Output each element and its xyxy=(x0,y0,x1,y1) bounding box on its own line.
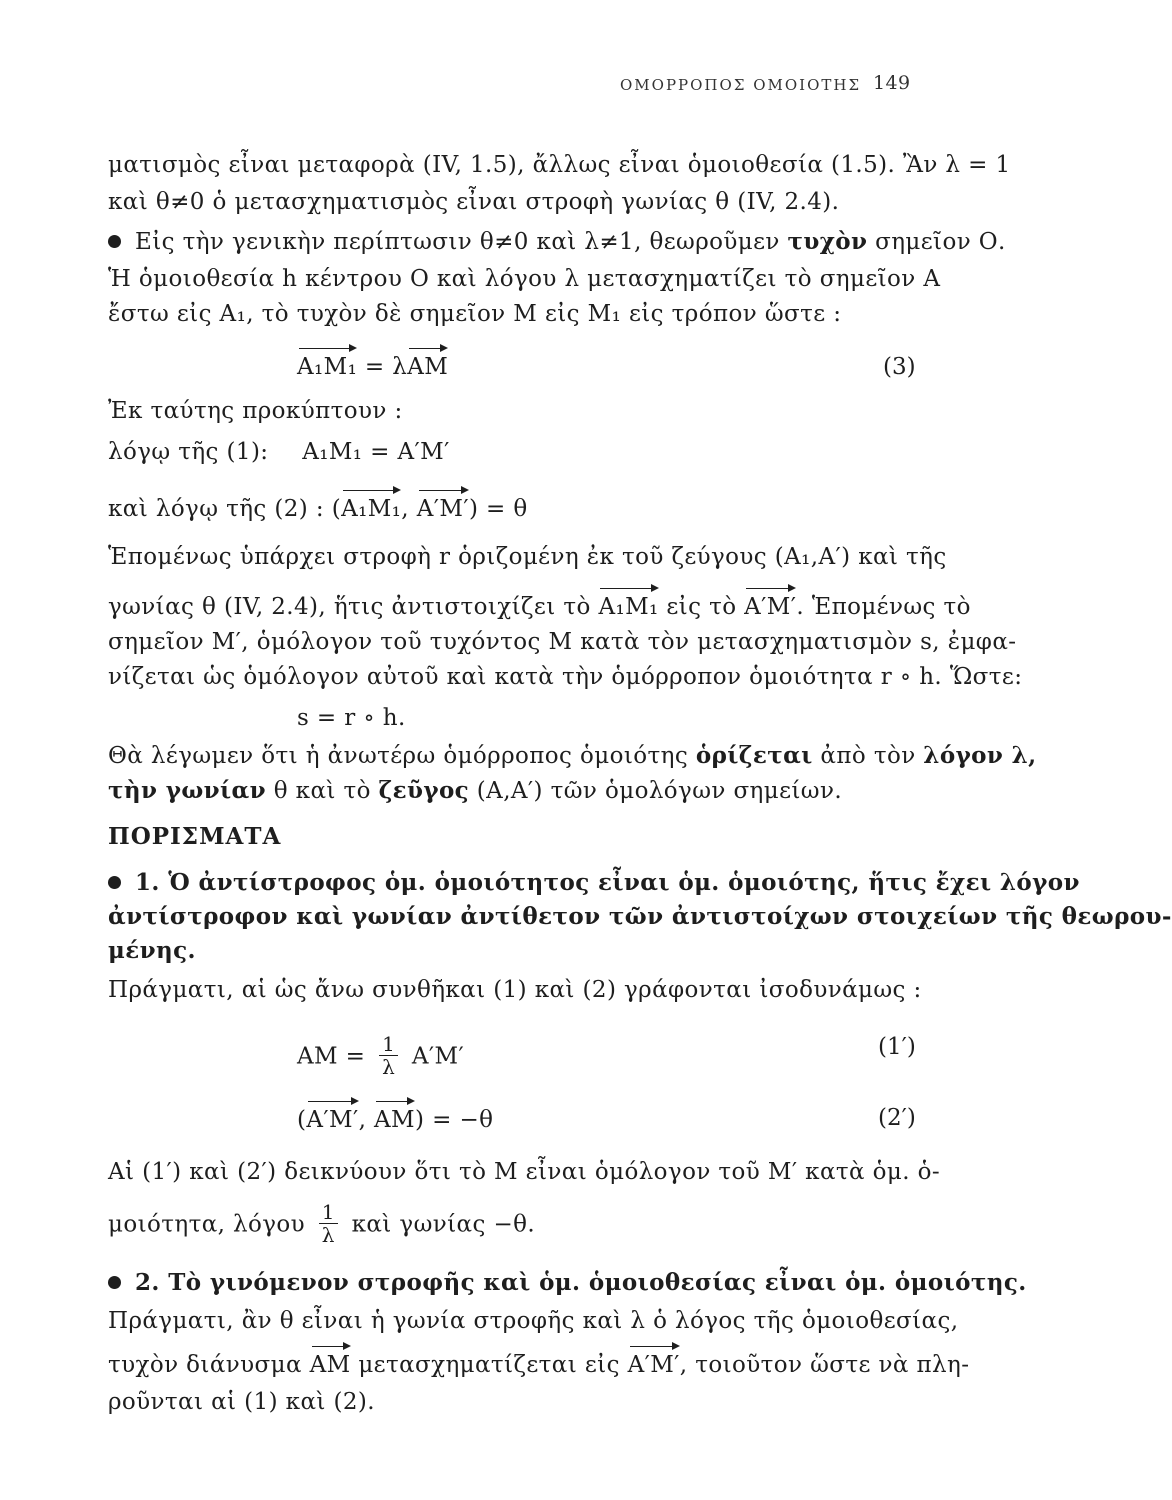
text-span: τυχὸν διάνυσμα xyxy=(108,1352,310,1378)
text-span: καὶ γωνίας −θ. xyxy=(343,1211,536,1238)
bullet-icon xyxy=(108,235,121,248)
bold-term: τυχὸν xyxy=(787,228,868,255)
text-span: λόγῳ τῆς (1): xyxy=(108,439,269,465)
text-span: καὶ λόγῳ τῆς (2) : ( xyxy=(108,496,342,522)
equation-lhs: ΑΜ = xyxy=(297,1043,374,1070)
text-span: μοιότητα, λόγου xyxy=(108,1211,313,1238)
text-span: 1. Ὁ ἀντίστροφος ὁμ. ὁμοιότητος εἶναι ὁμ. ὁμοιότης, ἥτις ἔχει λόγον xyxy=(135,869,1080,896)
equation-2-prime xyxy=(297,1105,493,1135)
bold-term: λόγον λ, xyxy=(923,742,1037,769)
text-span: (Α,Α′) τῶν ὁμολόγων σημείων. xyxy=(469,778,843,804)
text-line: καὶ θ≠0 ὁ μετασχηματισμὸς εἶναι στροφὴ γωνίας θ (IV, 2.4). xyxy=(108,189,840,215)
bold-term: ὁρίζεται xyxy=(695,742,813,769)
text-line: νίζεται ὡς ὁμόλογον αὐτοῦ καὶ κατὰ τὴν ὁμόρροπον ὁμοιότητα r ∘ h. Ὥστε: xyxy=(108,664,1023,690)
text-line xyxy=(108,776,842,806)
corollary-2-line xyxy=(108,1268,1027,1298)
text-span: ( xyxy=(297,1107,307,1133)
equation-rhs: Α′Μ′ xyxy=(404,1043,465,1070)
bullet-icon xyxy=(108,876,121,889)
text-span: Θὰ λέγωμεν ὅτι ἡ ἀνωτέρω ὁμόρροπος ὁμοιότης xyxy=(108,743,696,769)
text-span: 2. Τὸ γινόμενον στροφῆς καὶ ὁμ. ὁμοιοθεσίας εἶναι ὁμ. ὁμοιότης. xyxy=(135,1269,1027,1296)
equation-inline: Α₁Μ₁ = Α′Μ′ xyxy=(302,439,450,465)
fraction-denominator: λ xyxy=(319,1223,338,1246)
text-span: ) = −θ xyxy=(415,1107,494,1133)
fraction xyxy=(379,1033,398,1078)
vector-am: ΑΜ xyxy=(309,1352,351,1378)
text-line-with-vectors xyxy=(108,1350,969,1380)
vector-a-prime-m-prime: Α′Μ′ xyxy=(744,594,797,620)
text-line: Ἡ ὁμοιοθεσία h κέντρου Ο καὶ λόγου λ μετασχηματίζει τὸ σημεῖον Α xyxy=(108,266,941,292)
page-number: 149 xyxy=(873,72,911,94)
text-line-bulleted xyxy=(108,227,1006,257)
text-line-with-fraction xyxy=(108,1200,536,1248)
text-span: ἀπὸ τὸν xyxy=(812,743,924,769)
section-heading: ΠΟΡΙΣΜΑΤΑ xyxy=(108,823,282,850)
equation-label: (1′) xyxy=(878,1034,916,1060)
text-line: ροῦνται αἱ (1) καὶ (2). xyxy=(108,1389,375,1415)
text-span: . Ἑπομένως τὸ xyxy=(796,594,971,620)
vector-a1m1: Α₁Μ₁ xyxy=(341,496,402,522)
vector-am: ΑΜ xyxy=(374,1107,415,1133)
text-span: ) = θ xyxy=(468,496,528,522)
bold-term: ζεῦγος xyxy=(378,777,470,804)
text-span: , xyxy=(358,1107,375,1133)
bold-term: τὴν γωνίαν xyxy=(108,777,266,804)
text-span: σημεῖον Ο. xyxy=(867,229,1006,255)
corollary-1-line: ἀντίστροφον καὶ γωνίαν ἀντίθετον τῶν ἀντιστοίχων στοιχείων τῆς θεωρου- xyxy=(108,903,1172,930)
text-span: μετασχηματίζεται εἰς xyxy=(350,1352,628,1378)
running-title: ΟΜΟΡΡΟΠΟΣ ΟΜΟΙΟΤΗΣ xyxy=(620,76,862,94)
corollary-1-line: μένης. xyxy=(108,937,196,964)
text-line: Ἑπομένως ὑπάρχει στροφὴ r ὁριζομένη ἐκ τοῦ ζεύγους (Α₁,Α′) καὶ τῆς xyxy=(108,544,947,570)
text-line: ἔστω εἰς Α₁, τὸ τυχὸν δὲ σημεῖον Μ εἰς Μ₁ εἰς τρόπον ὥστε : xyxy=(108,301,842,327)
text-line: Πράγματι, αἱ ὡς ἄνω συνθῆκαι (1) καὶ (2) γράφονται ἰσοδυνάμως : xyxy=(108,977,922,1003)
equation-3 xyxy=(297,352,448,382)
equation-inline: s = r ∘ h. xyxy=(297,705,406,731)
equation-label: (3) xyxy=(883,354,916,380)
vector-am: ΑΜ xyxy=(407,354,449,380)
fraction-numerator: 1 xyxy=(321,1200,335,1224)
vector-a-prime-m-prime: Α′Μ′ xyxy=(306,1107,359,1133)
text-span: γωνίας θ (IV, 2.4), ἥτις ἀντιστοιχίζει τὸ xyxy=(108,594,599,620)
equation-label: (2′) xyxy=(878,1105,916,1131)
vector-a-prime-m-prime: Α′Μ′ xyxy=(416,496,469,522)
text-span: εἰς τὸ xyxy=(658,594,745,620)
equation-1-prime xyxy=(297,1032,465,1080)
text-span: , τοιοῦτον ὥστε νὰ πλη- xyxy=(679,1352,970,1378)
vector-a1m1: Α₁Μ₁ xyxy=(598,594,659,620)
vector-a-prime-m-prime: Α′Μ′ xyxy=(627,1352,680,1378)
fraction-numerator: 1 xyxy=(382,1032,396,1056)
text-line: Αἱ (1′) καὶ (2′) δεικνύουν ὅτι τὸ Μ εἶναι ὁμόλογον τοῦ Μ′ κατὰ ὁμ. ὁ- xyxy=(108,1159,941,1185)
bullet-icon xyxy=(108,1276,121,1289)
text-line: Πράγματι, ἂν θ εἶναι ἡ γωνία στροφῆς καὶ λ ὁ λόγος τῆς ὁμοιοθεσίας, xyxy=(108,1308,959,1334)
text-line: σημεῖον Μ′, ὁμόλογον τοῦ τυχόντος Μ κατὰ τὸν μετασχηματισμὸν s, ἐμφα- xyxy=(108,629,1017,655)
corollary-1-line xyxy=(108,868,1080,898)
text-line: Ἐκ ταύτης προκύπτουν : xyxy=(108,398,403,424)
text-line-with-vectors xyxy=(108,494,528,524)
fraction-denominator: λ xyxy=(379,1055,398,1078)
text-span: Εἰς τὴν γενικὴν περίπτωσιν θ≠0 καὶ λ≠1, θεωροῦμεν xyxy=(135,229,788,255)
text-span: θ καὶ τὸ xyxy=(266,778,379,804)
text-line xyxy=(108,437,450,467)
text-line xyxy=(108,741,1037,771)
equation-operator: = λ xyxy=(357,354,408,380)
text-line: ματισμὸς εἶναι μεταφορὰ (IV, 1.5), ἄλλως εἶναι ὁμοιοθεσία (1.5). Ἂν λ = 1 xyxy=(108,152,1011,178)
text-line-with-vectors xyxy=(108,592,971,622)
text-span: , xyxy=(401,496,417,522)
fraction xyxy=(319,1201,338,1246)
vector-a1m1: Α₁Μ₁ xyxy=(297,354,358,380)
